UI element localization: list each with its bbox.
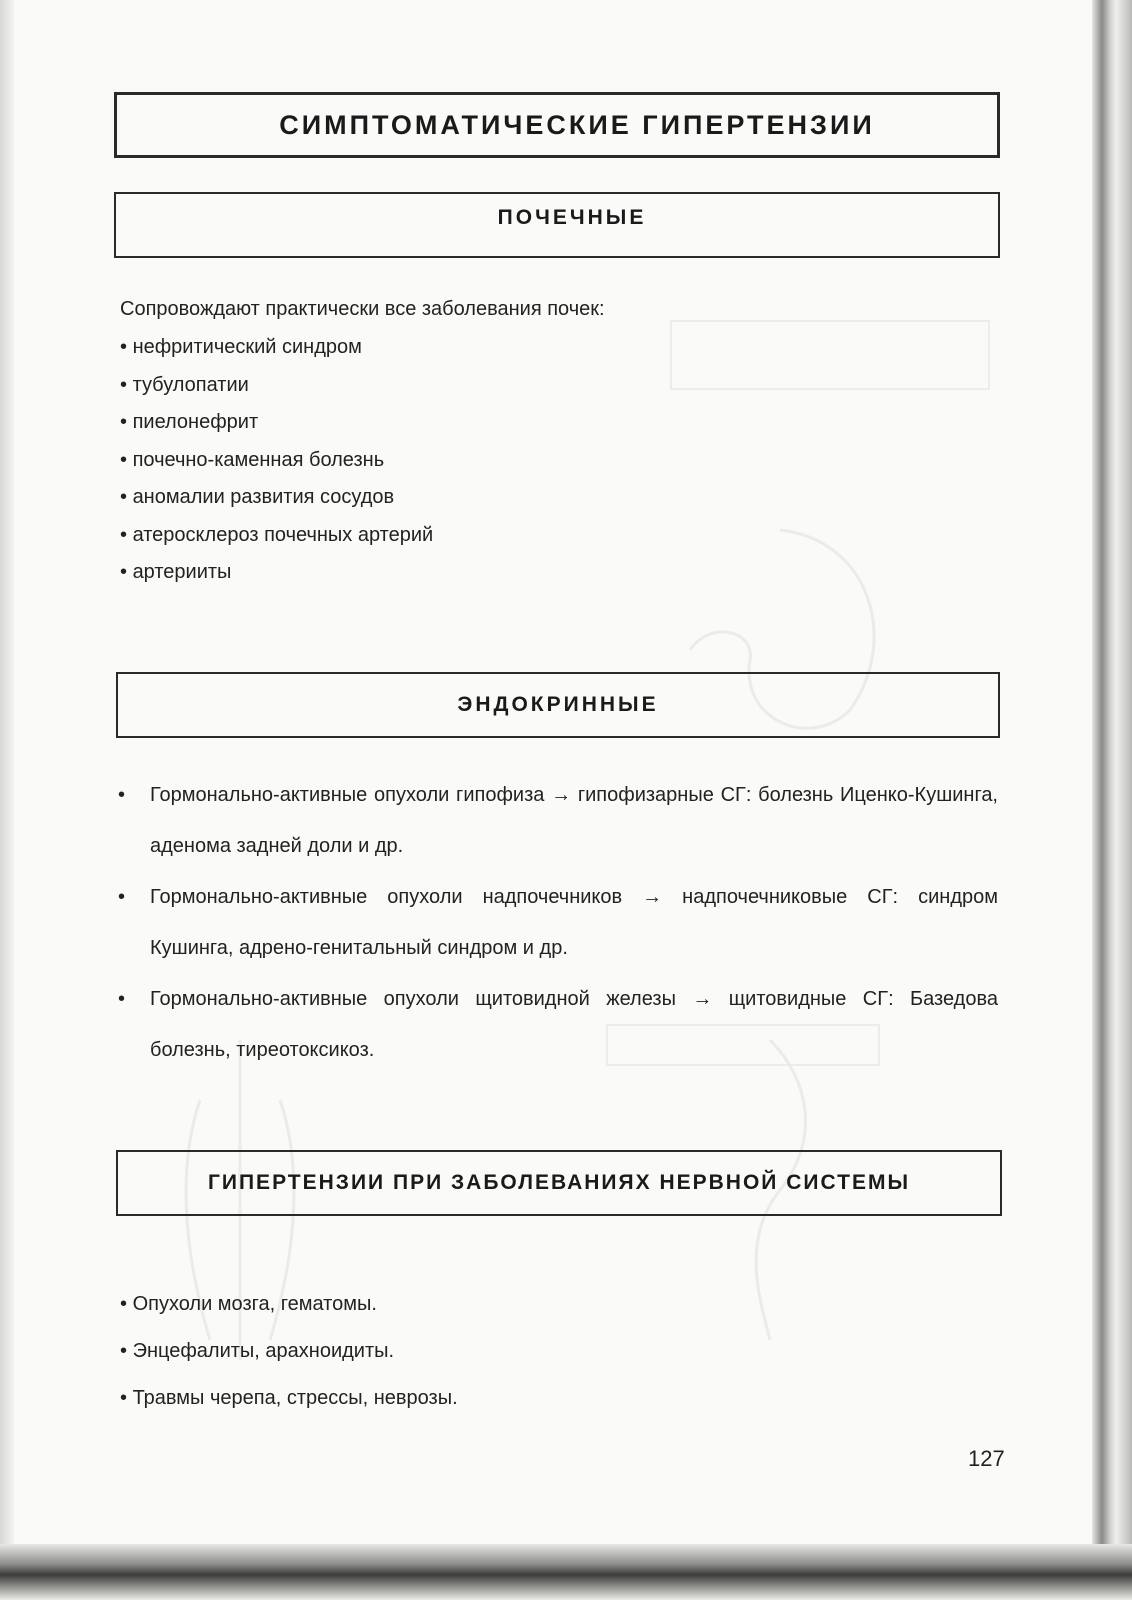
endocrine-heading: ЭНДОКРИННЫЕ [457,693,659,716]
endocrine-list [118,770,998,1076]
list-item: • Энцефалиты, арахноидиты. [120,1339,458,1386]
renal-heading: ПОЧЕЧНЫЕ [497,206,647,229]
nervous-list [120,1292,458,1433]
list-item-text: Гормонально-активные опухоли надпочечников → надпочечниковые СГ: синдром Кушинга, адрено-генитальный синдром и др. [150,886,998,959]
list-item-text: Гормонально-активные опухоли гипофиза → гипофизарные СГ: болезнь Иценко-Кушинга, аденома задней доли и др. [150,784,998,857]
list-item: • атеросклероз почечных артерий [120,523,433,561]
renal-intro: Сопровождают практически все заболевания почек: [120,298,605,320]
bleed-through-box [670,320,990,390]
list-item: • аномалии развития сосудов [120,485,433,523]
list-item: • артерииты [120,560,433,598]
list-item: • тубулопатии [120,373,433,411]
bullet: • [118,784,126,806]
list-item: • Опухоли мозга, гематомы. [120,1292,458,1339]
binding-shadow [0,0,14,1600]
page-number: 127 [968,1446,1005,1471]
list-item: • пиелонефрит [120,410,433,448]
page-title-box [114,92,1000,158]
page-title: СИМПТОМАТИЧЕСКИЕ ГИПЕРТЕНЗИИ [279,109,875,140]
list-item-text: Гормонально-активные опухоли щитовидной железы → щитовидные СГ: Базедова болезнь, тиреотоксикоз. [150,988,998,1061]
renal-heading-box [114,192,1000,258]
bullet: • [118,886,126,908]
bullet: • [118,988,126,1010]
list-item: • нефритический синдром [120,335,433,373]
nervous-heading: ГИПЕРТЕНЗИИ ПРИ ЗАБОЛЕВАНИЯХ НЕРВНОЙ СИСТЕМЫ [207,1171,911,1194]
list-item [118,872,998,974]
list-item [118,974,998,1076]
renal-list [120,335,433,598]
endocrine-heading-box [116,672,1000,738]
nervous-heading-box [116,1150,1002,1216]
list-item: • Травмы черепа, стрессы, неврозы. [120,1386,458,1433]
page-edge [1092,0,1132,1600]
list-item [118,770,998,872]
list-item: • почечно-каменная болезнь [120,448,433,486]
scanner-edge [0,1544,1132,1600]
